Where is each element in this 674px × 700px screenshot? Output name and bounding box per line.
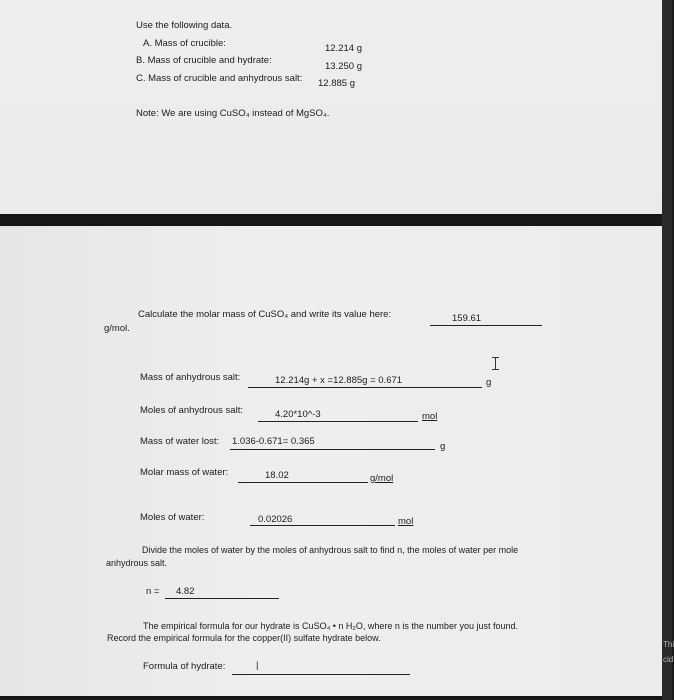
- worksheet-top-page: [0, 0, 662, 214]
- moles-anhydrous-answer-line: [258, 421, 418, 422]
- mass-crucible-anhydrous-value: 12.885 g: [318, 78, 355, 89]
- mass-crucible-value: 12.214 g: [325, 43, 362, 54]
- text-cursor-icon: [495, 357, 496, 369]
- moles-anhydrous-unit: mol: [422, 411, 438, 422]
- moles-anhydrous-label: Moles of anhydrous salt:: [140, 405, 243, 416]
- water-lost-answer-line: [230, 449, 435, 450]
- edge-text-2: cid: [663, 655, 674, 664]
- divide-instruction-line1: Divide the moles of water by the moles of anhydrous salt to find n, the moles of water per mole: [142, 545, 519, 555]
- water-lost-answer[interactable]: 1.036-0.671= 0.365: [232, 436, 315, 447]
- formula-answer-line: [232, 674, 410, 675]
- anhydrous-mass-label: Mass of anhydrous salt:: [140, 372, 241, 383]
- moles-anhydrous-answer[interactable]: 4.20*10^-3: [275, 409, 321, 420]
- mass-crucible-label: A. Mass of crucible:: [143, 38, 226, 49]
- edge-text-1: Thi: [663, 640, 674, 649]
- text-cursor-icon-bottom: [492, 369, 499, 370]
- molar-water-unit: g/mol: [370, 473, 394, 484]
- formula-label: Formula of hydrate:: [143, 661, 226, 672]
- n-answer-line: [165, 598, 279, 599]
- substitution-note: Note: We are using CuSO₄ instead of MgSO₄.: [136, 108, 330, 119]
- anhydrous-mass-unit: g: [486, 377, 492, 388]
- molar-mass-answer-line: [430, 325, 542, 326]
- molar-water-answer[interactable]: 18.02: [265, 470, 289, 481]
- water-lost-unit: g: [440, 441, 446, 452]
- molar-water-answer-line: [238, 482, 368, 483]
- mass-crucible-hydrate-value: 13.250 g: [325, 61, 362, 72]
- molar-water-label: Molar mass of water:: [140, 467, 229, 478]
- moles-water-answer[interactable]: 0.02026: [258, 514, 293, 525]
- empirical-instruction-line2: Record the empirical formula for the copper(II) sulfate hydrate below.: [107, 633, 381, 643]
- background-edge: [662, 0, 672, 700]
- anhydrous-mass-answer-line: [248, 387, 482, 388]
- worksheet-bottom-page: [0, 226, 662, 696]
- n-answer[interactable]: 4.82: [176, 586, 195, 597]
- n-label: n =: [146, 586, 160, 597]
- empirical-instruction-line1: The empirical formula for our hydrate is CuSO₄ • n H₂O, where n is the number you just found.: [143, 621, 518, 631]
- moles-water-unit: mol: [398, 516, 414, 527]
- water-lost-label: Mass of water lost:: [140, 436, 220, 447]
- molar-mass-prompt: Calculate the molar mass of CuSO₄ and write its value here:: [138, 309, 392, 320]
- formula-answer[interactable]: |: [256, 660, 259, 671]
- divide-instruction-line2: anhydrous salt.: [106, 558, 168, 568]
- mass-crucible-hydrate-label: B. Mass of crucible and hydrate:: [136, 55, 272, 66]
- data-heading: Use the following data.: [136, 20, 233, 31]
- moles-water-label: Moles of water:: [140, 512, 205, 523]
- text-cursor-icon-top: [492, 357, 499, 358]
- moles-water-answer-line: [250, 525, 395, 526]
- molar-mass-answer[interactable]: 159.61: [452, 313, 482, 324]
- molar-mass-unit: g/mol.: [104, 323, 130, 334]
- anhydrous-mass-answer[interactable]: 12.214g + x =12.885g = 0.671: [275, 375, 403, 386]
- mass-crucible-anhydrous-label: C. Mass of crucible and anhydrous salt:: [136, 73, 303, 84]
